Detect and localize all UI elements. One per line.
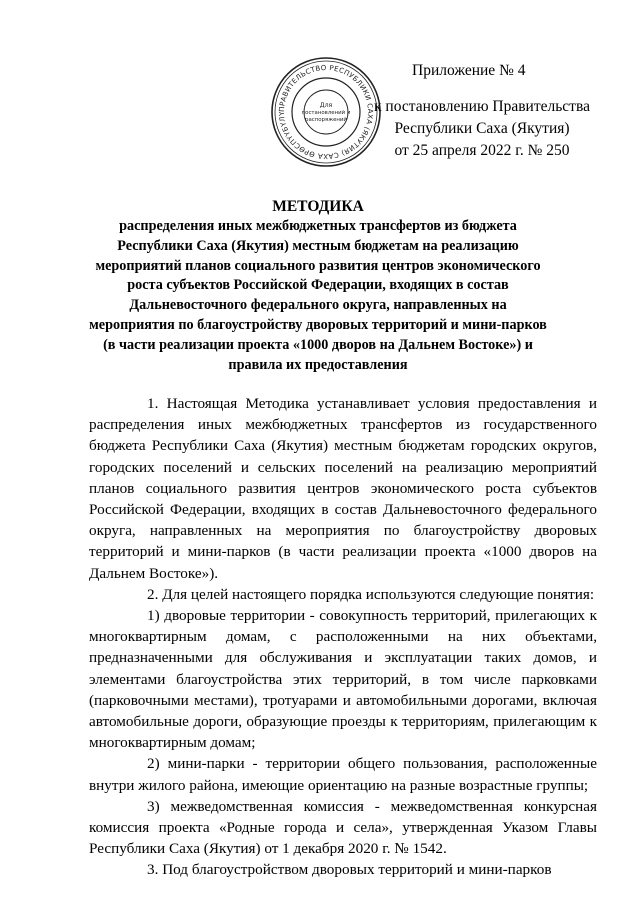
document-title-block [88,197,548,375]
seal-ring-text: ПРАВИТЕЛЬСТВО РЕСПУБЛИКИ САХА (ЯКУТИЯ) САХА ӨРӨСПҮҮБҮЛҮ [277,63,375,161]
appendix-line1: к постановлению Правительства [374,98,590,115]
appendix-line2: Республики Саха (Якутия) [394,120,570,137]
seal-stamp-icon [270,56,382,168]
appendix-header [372,60,592,162]
seal-center-line1: Для [319,102,333,109]
appendix-line3: от 25 апреля 2022 г. № 250 [394,142,570,159]
paragraph-5: 3) межведомственная комиссия - межведомственная конкурсная комиссия проекта «Родные города и села», утвержденная Указом Главы Республики Саха (Якутия) от 1 декабря 2020 г. № 1542. [89,797,597,858]
document-body [89,393,597,881]
seal-center-line2: постановлений и [301,110,351,116]
document-title: МЕТОДИКА [272,198,364,215]
paragraph-1: 1. Настоящая Методика устанавливает условия предоставления и распределения иных межбюджетных трансфертов из государственного бюджета Республики Саха (Якутия) местным бюджетам городских округов, городских поселений и сельских поселений на реализацию мероприятий планов социального развития центров экономического роста субъектов Российской Федерации, входящих в состав Дальневосточного федерального округа, направленных на мероприятия по благоустройству дворовых территорий и мини-парков (в части реализации проекта «1000 дворов на Дальнем Востоке»). [89,395,597,582]
paragraph-3: 1) дворовые территории - совокупность территорий, прилегающих к многоквартирным домам, с расположенными на них объектами, предназначенными для обслуживания и эксплуатации таких домов, и элементами благоустройства этих территорий, в том числе парковками (парковочными местами), тротуарами и автомобильными дорогами, включая автомобильные дороги, образующие проезды к территориям, прилегающим к многоквартирным домам; [89,607,597,752]
paragraph-6: 3. Под благоустройством дворовых территорий и мини-парков [147,861,552,879]
appendix-number: Приложение № 4 [412,62,526,79]
seal-center-line3: распоряжений [305,117,347,123]
document-subtitle: распределения иных межбюджетных трансфертов из бюджета Республики Саха (Якутия) местным бюджетам на реализацию мероприятий планов социального развития центров экономического роста субъектов Российской Федерации, входящих в состав Дальневосточного федерального округа, направленных на мероприятия по благоустройству дворовых территорий и мини-парков (в части реализации проекта «1000 дворов на Дальнем Востоке») и правила их предоставления [89,218,547,373]
paragraph-4: 2) мини-парки - территории общего пользования, расположенные внутри жилого района, имеющие ориентацию на разные возрастные группы; [89,755,597,794]
official-seal [270,56,382,168]
paragraph-2: 2. Для целей настоящего порядка используются следующие понятия: [147,585,595,603]
